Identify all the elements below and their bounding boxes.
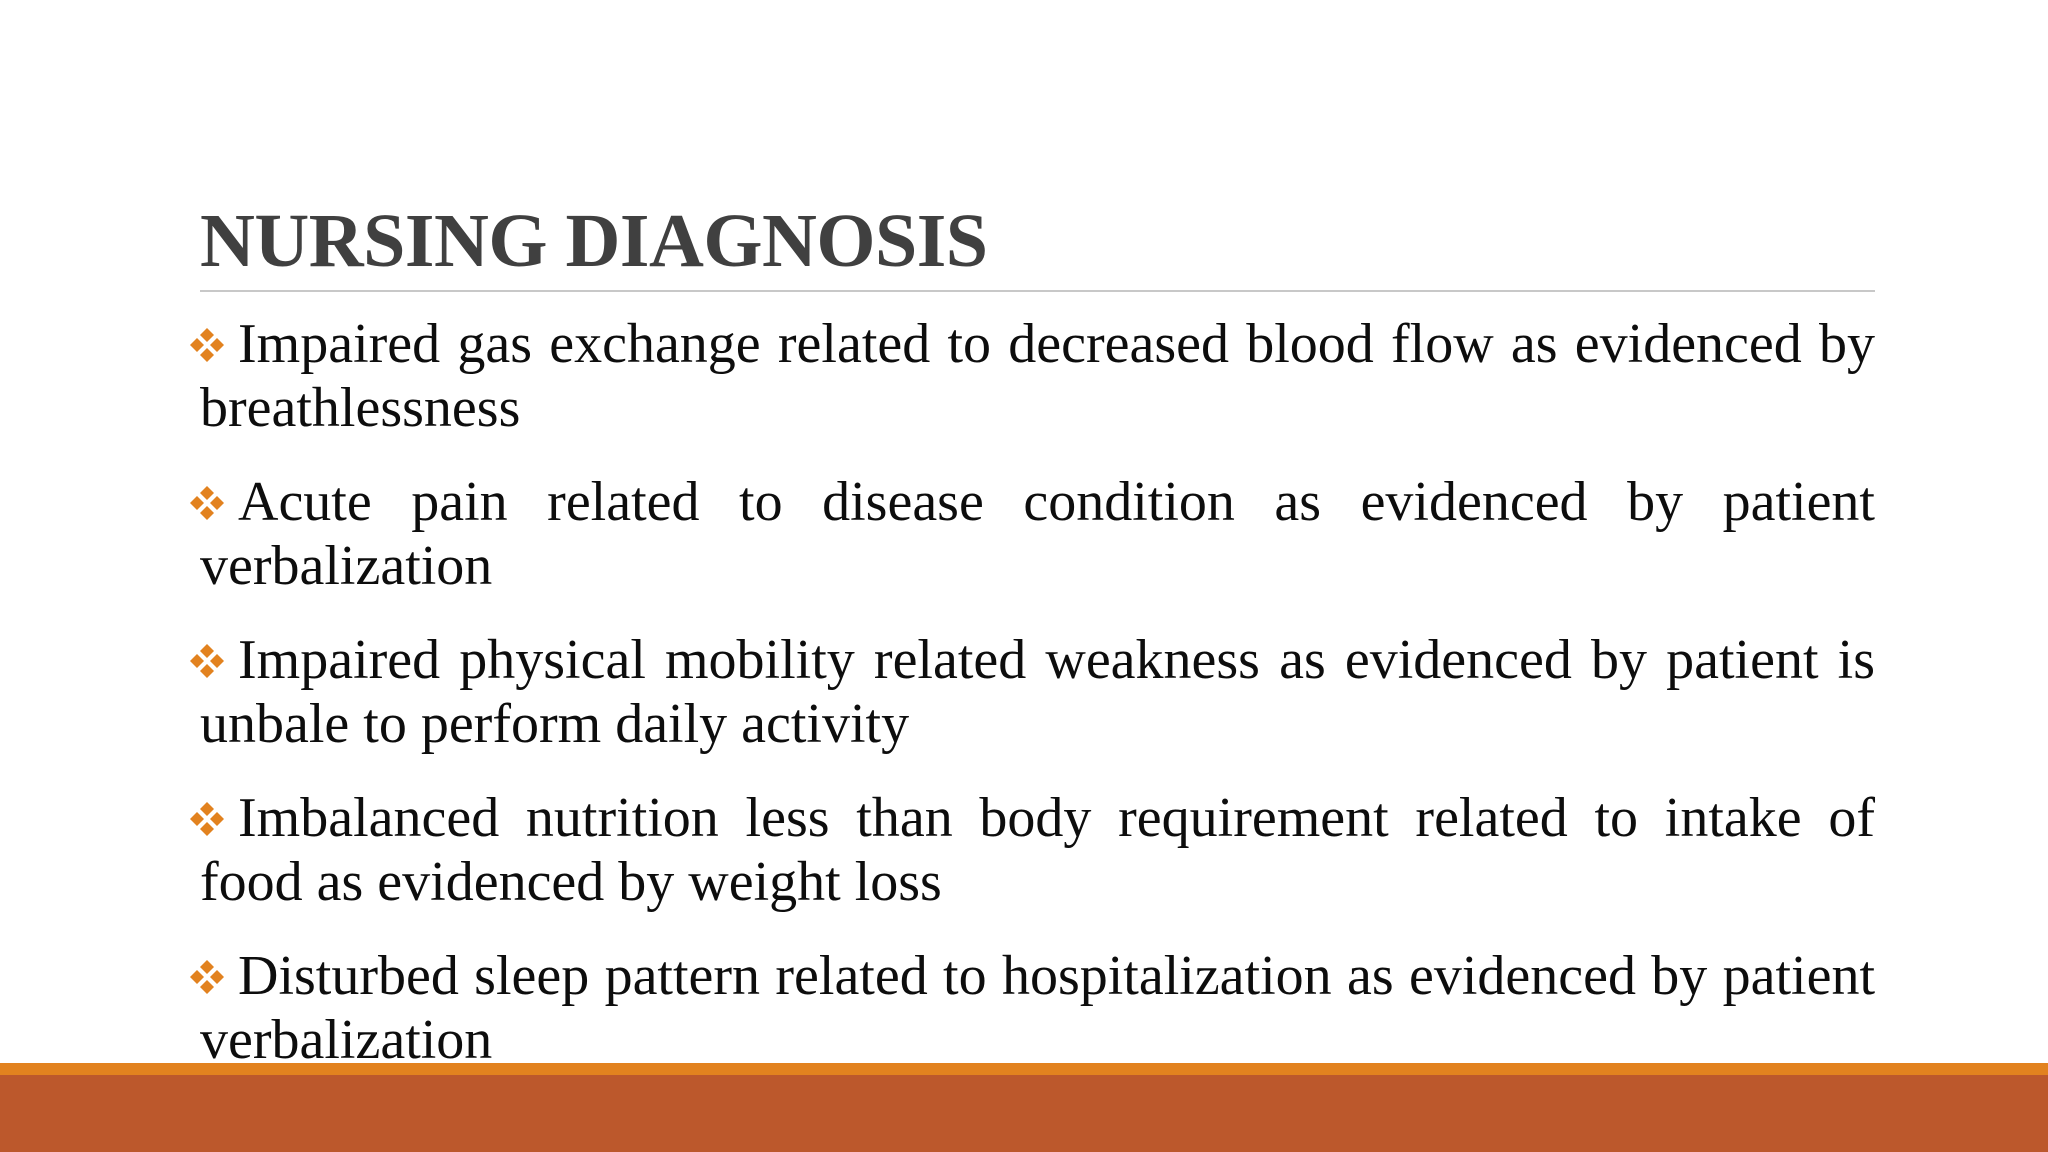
diagnosis-list [200,312,1875,1102]
list-item [200,786,1875,914]
list-item-text: Disturbed sleep pattern related to hospitalization as evidenced by patient verbalization [200,945,1875,1071]
four-diamond-bullet-icon [188,958,226,996]
list-item-text: Impaired physical mobility related weakness as evidenced by patient is unbale to perform daily activity [200,629,1875,755]
list-item-text: Acute pain related to disease condition as evidenced by patient verbalization [200,471,1875,597]
four-diamond-bullet-icon [188,800,226,838]
list-item [200,628,1875,756]
list-item [200,312,1875,440]
title-divider [200,290,1875,292]
list-item-text: Imbalanced nutrition less than body requirement related to intake of food as evidenced by weight loss [200,787,1875,913]
four-diamond-bullet-icon [188,326,226,364]
four-diamond-bullet-icon [188,484,226,522]
slide-title: NURSING DIAGNOSIS [200,199,988,283]
list-item [200,470,1875,598]
list-item-text: Impaired gas exchange related to decreased blood flow as evidenced by breathlessness [200,313,1875,439]
four-diamond-bullet-icon [188,642,226,680]
list-item [200,944,1875,1072]
